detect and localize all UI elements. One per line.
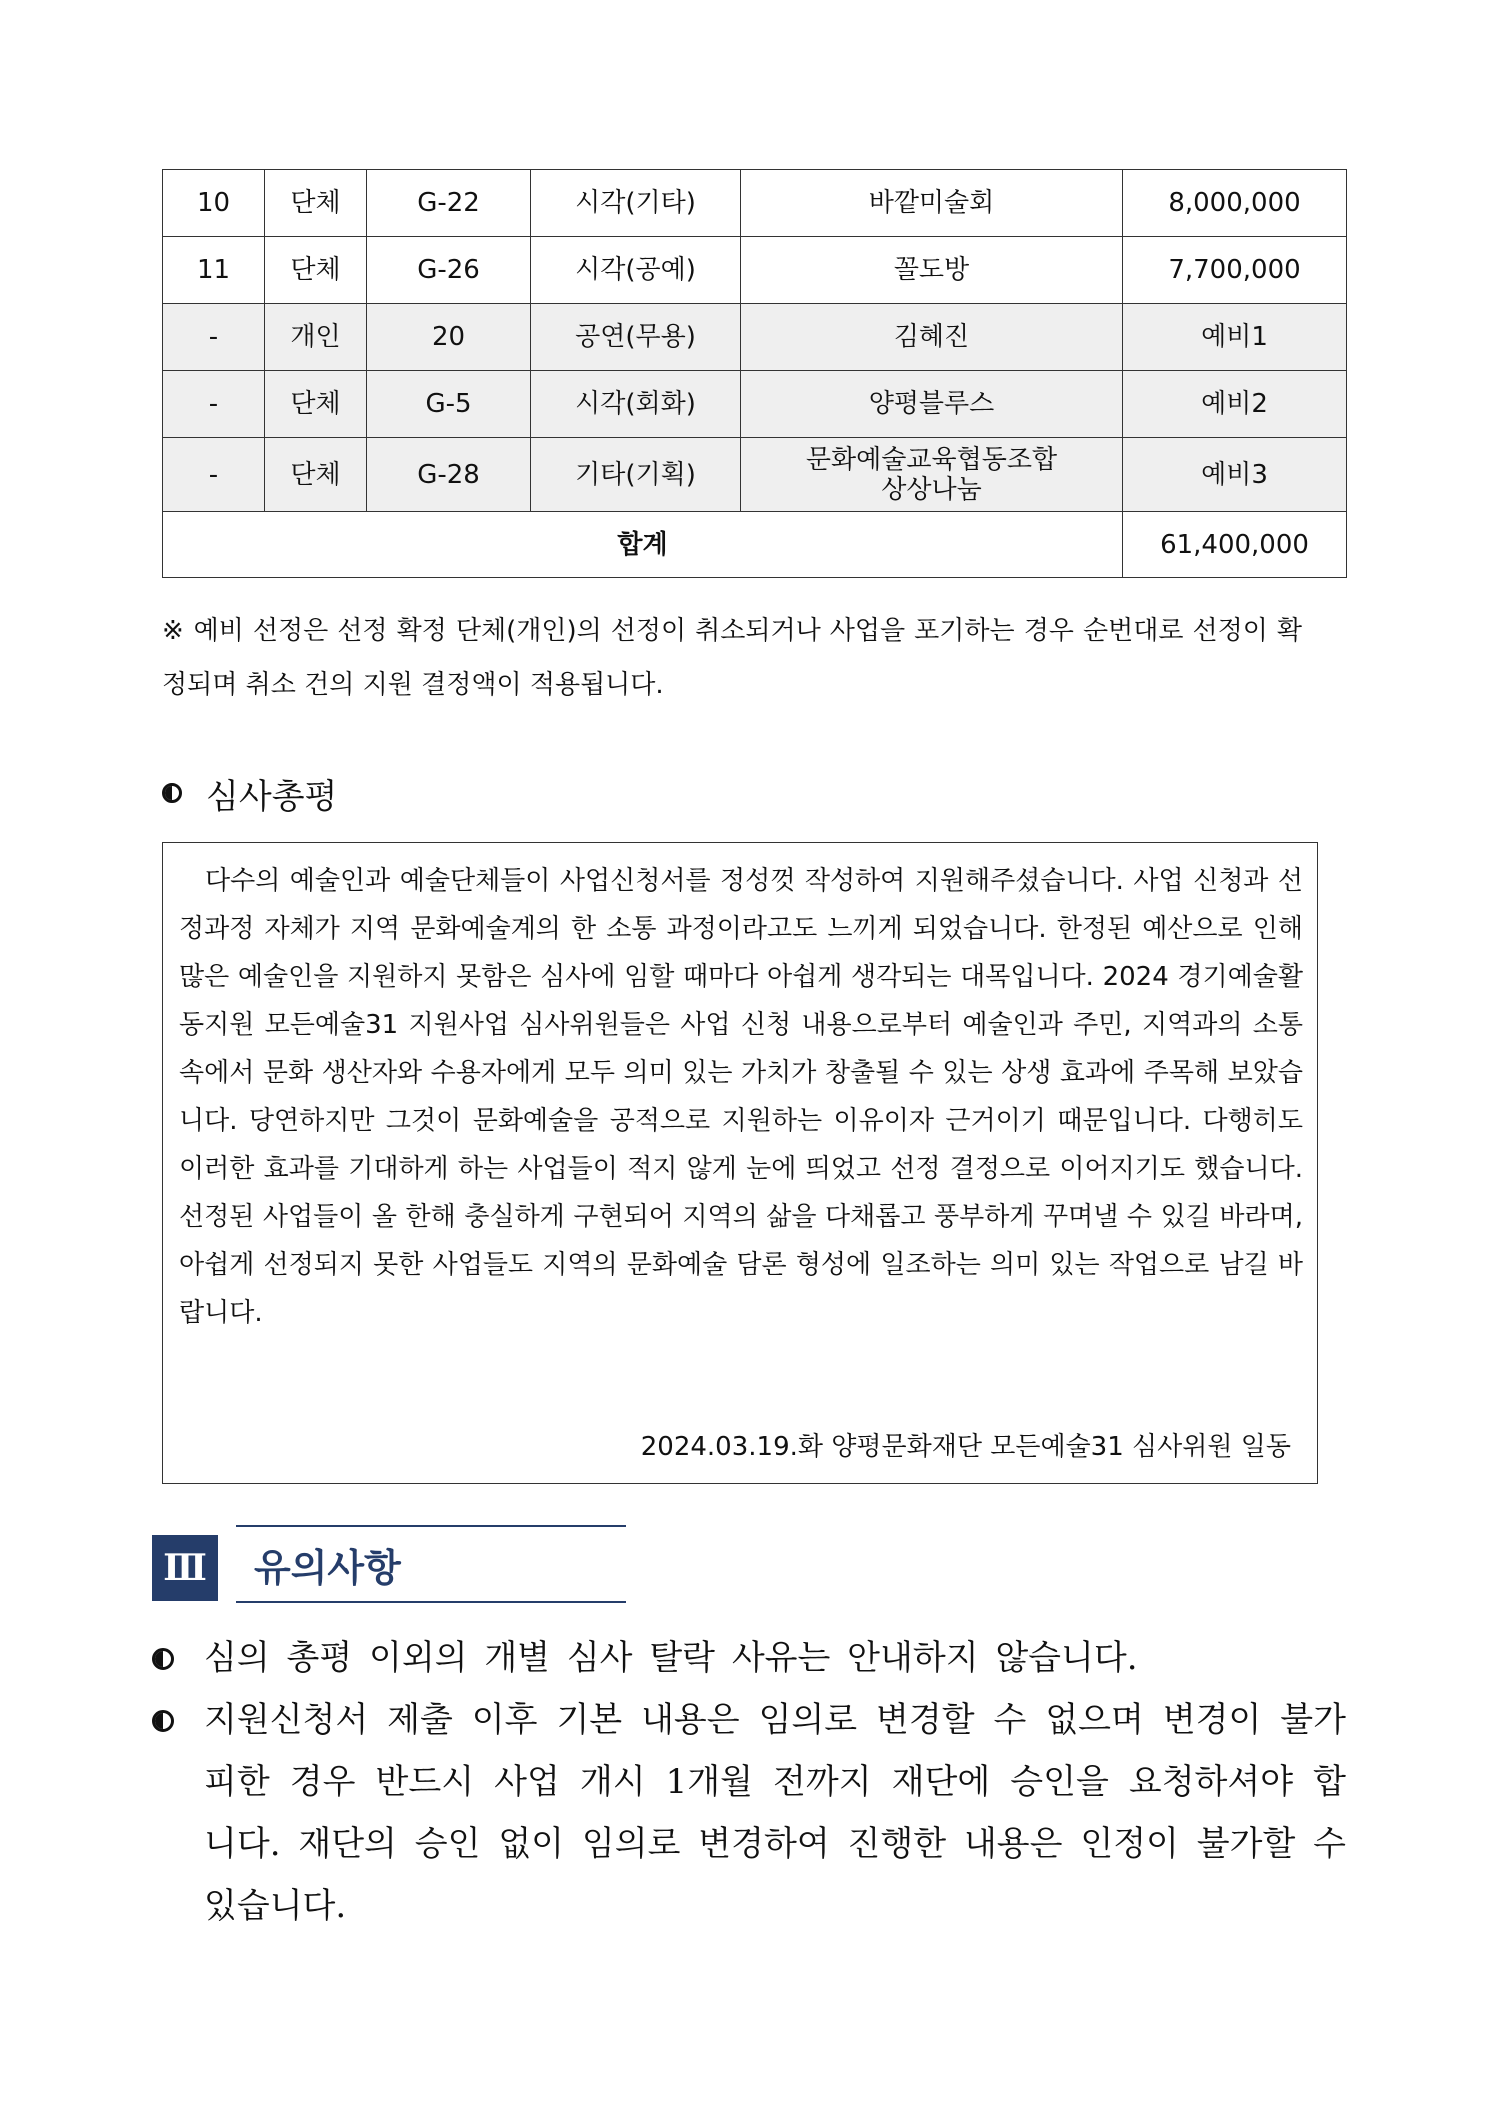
amount-cell: 8,000,000: [1123, 170, 1347, 237]
reserve-note: ※ 예비 선정은 선정 확정 단체(개인)의 선정이 취소되거나 사업을 포기하는 경우 순번대로 선정이 확정되며 취소 건의 지원 결정액이 적용됩니다.: [162, 616, 1302, 700]
table-row: [163, 438, 1347, 512]
amount-cell: 예비1: [1123, 304, 1347, 371]
half-circle-bullet-icon: [152, 1710, 174, 1732]
caution-item: [152, 1689, 1346, 1937]
total-amount: 61,400,000: [1123, 512, 1347, 578]
applicant-name-cell: 문화예술교육협동조합 상상나눔: [741, 438, 1123, 512]
applicant-type-cell: 단체: [265, 438, 367, 512]
review-box: [162, 842, 1318, 1484]
applicant-name-cell: 김혜진: [741, 304, 1123, 371]
applicant-type-cell: 단체: [265, 170, 367, 237]
row-number-cell: -: [163, 304, 265, 371]
applicant-name-cell: 꼴도방: [741, 237, 1123, 304]
table-row: [163, 170, 1347, 237]
review-heading: [162, 770, 337, 816]
selection-table: [162, 169, 1347, 578]
caution-text: 심의 총평 이외의 개별 심사 탈락 사유는 안내하지 않습니다.: [204, 1638, 1138, 1678]
row-number-cell: 11: [163, 237, 265, 304]
genre-cell: 시각(기타): [531, 170, 741, 237]
amount-cell: 예비3: [1123, 438, 1347, 512]
row-number-cell: 10: [163, 170, 265, 237]
row-number-cell: -: [163, 438, 265, 512]
application-code-cell: G-22: [367, 170, 531, 237]
application-code-cell: 20: [367, 304, 531, 371]
table-row: [163, 371, 1347, 438]
genre-cell: 시각(공예): [531, 237, 741, 304]
caution-text: 지원신청서 제출 이후 기본 내용은 임의로 변경할 수 없으며 변경이 불가피한 경우 반드시 사업 개시 1개월 전까지 재단에 승인을 요청하셔야 합니다. 재단의 승인 없이 임의로 변경하여 진행한 내용은 인정이 불가할 수 있습니다.: [204, 1700, 1346, 1926]
row-number-cell: -: [163, 371, 265, 438]
section-title-frame: [236, 1525, 626, 1603]
half-circle-bullet-icon: [162, 783, 182, 803]
review-signature: 2024.03.19.화 양평문화재단 모든예술31 심사위원 일동: [640, 1432, 1291, 1462]
table-row: [163, 237, 1347, 304]
application-code-cell: G-26: [367, 237, 531, 304]
half-circle-bullet-icon: [152, 1648, 174, 1670]
table-total-row: [163, 512, 1347, 578]
caution-list: [152, 1627, 1346, 1937]
application-code-cell: G-28: [367, 438, 531, 512]
application-code-cell: G-5: [367, 371, 531, 438]
amount-cell: 7,700,000: [1123, 237, 1347, 304]
table-row: [163, 304, 1347, 371]
caution-item: [152, 1627, 1346, 1689]
section-number-badge: Ⅲ: [152, 1535, 218, 1601]
genre-cell: 기타(기획): [531, 438, 741, 512]
total-label: 합계: [163, 512, 1123, 578]
amount-cell: 예비2: [1123, 371, 1347, 438]
applicant-type-cell: 단체: [265, 237, 367, 304]
applicant-type-cell: 단체: [265, 371, 367, 438]
review-body: 다수의 예술인과 예술단체들이 사업신청서를 정성껏 작성하여 지원해주셨습니다. 사업 신청과 선정과정 자체가 지역 문화예술계의 한 소통 과정이라고도 느끼게 되었습니다. 한정된 예산으로 인해 많은 예술인을 지원하지 못함은 심사에 임할 때마다 아쉽게 생각되는 대목입니다. 2024 경기예술활동지원 모든예술31 지원사업 심사위원들은 사업 신청 내용으로부터 예술인과 주민, 지역과의 소통 속에서 문화 생산자와 수용자에게 모두 의미 있는 가치가 창출될 수 있는 상생 효과에 주목해 보았습니다. 당연하지만 그것이 문화예술을 공적으로 지원하는 이유이자 근거이기 때문입니다. 다행히도 이러한 효과를 기대하게 하는 사업들이 적지 않게 눈에 띄었고 선정 결정으로 이어지기도 했습니다. 선정된 사업들이 올 한해 충실하게 구현되어 지역의 삶을 다채롭고 풍부하게 꾸며낼 수 있길 바라며, 아쉽게 선정되지 못한 사업들도 지역의 문화예술 담론 형성에 일조하는 의미 있는 작업으로 남길 바랍니다.: [179, 866, 1303, 1328]
applicant-type-cell: 개인: [265, 304, 367, 371]
applicant-name-cell: 바깥미술회: [741, 170, 1123, 237]
review-heading-text: 심사총평: [206, 776, 338, 817]
genre-cell: 시각(회화): [531, 371, 741, 438]
section-title: 유의사항: [254, 1545, 401, 1590]
genre-cell: 공연(무용): [531, 304, 741, 371]
applicant-name-cell: 양평블루스: [741, 371, 1123, 438]
